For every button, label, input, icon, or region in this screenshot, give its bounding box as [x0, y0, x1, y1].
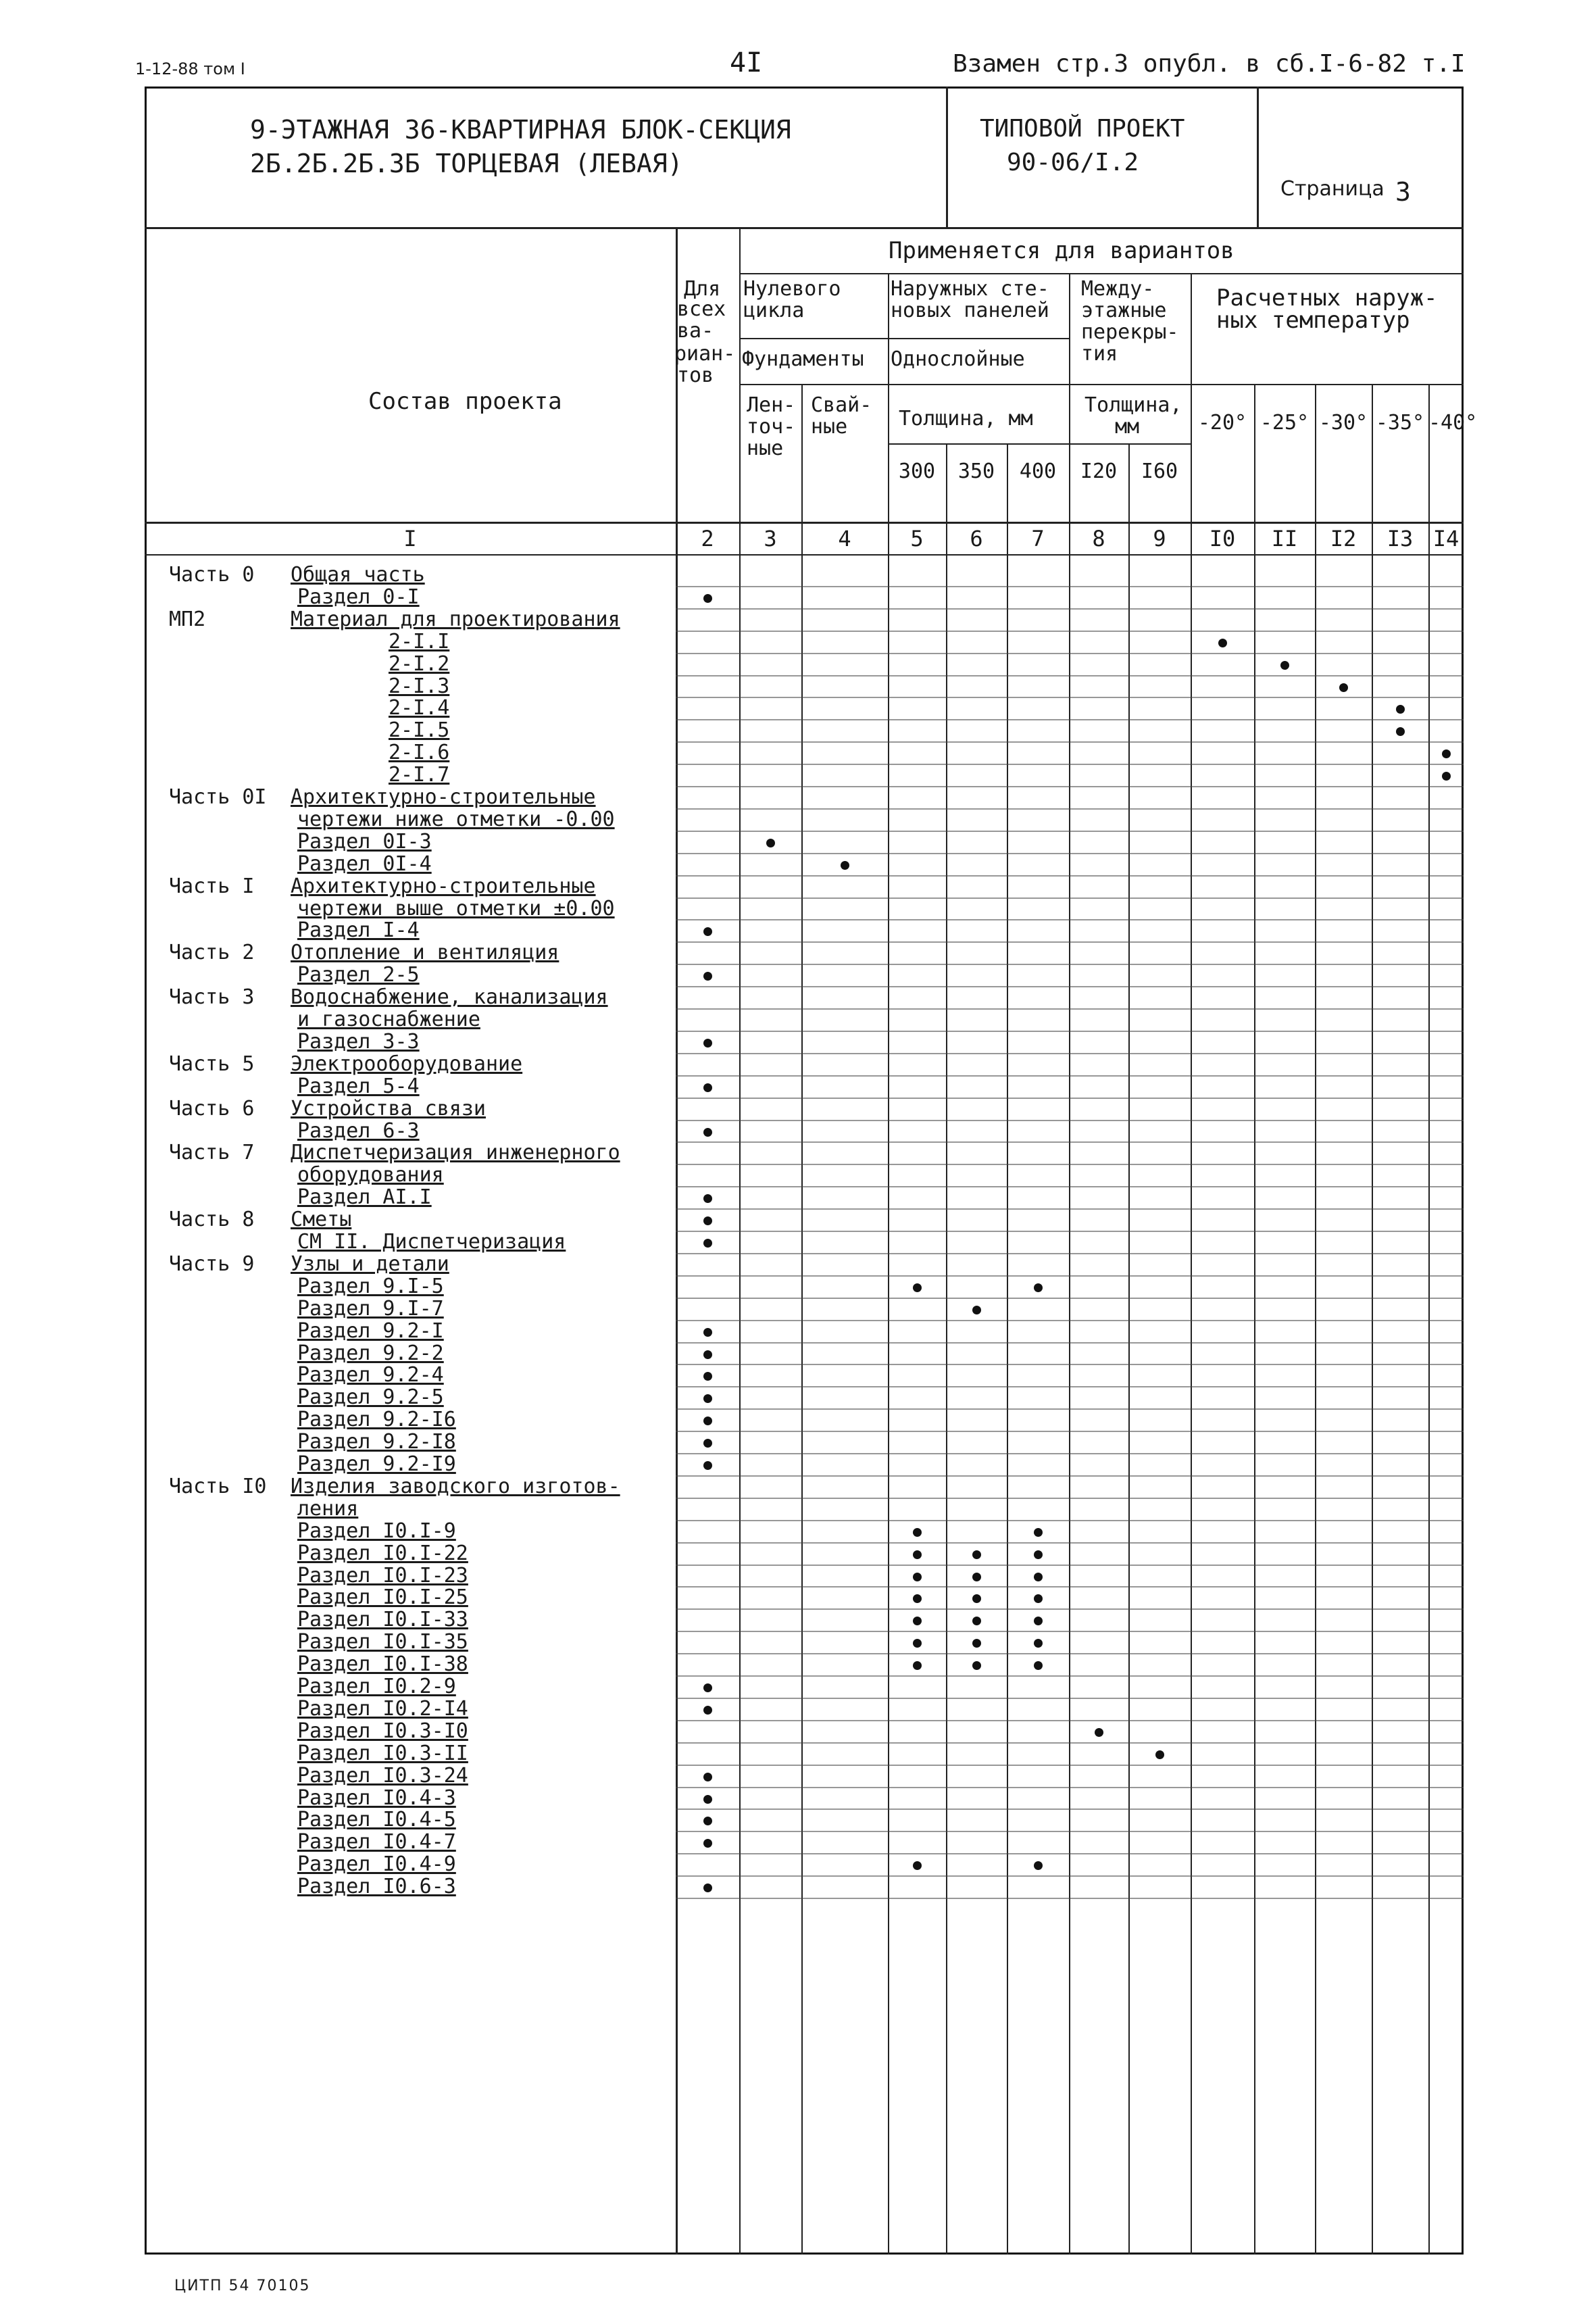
row-rule	[676, 1498, 1464, 1499]
grid-line	[888, 273, 889, 2255]
part-label: Часть 9	[169, 1252, 255, 1276]
row-rule	[676, 1075, 1464, 1077]
floor-thickness-I20: I20	[1080, 460, 1118, 483]
grid-line	[1191, 273, 1192, 2255]
table-row-text: Отопление и вентиляция	[291, 941, 559, 965]
applicability-dot	[703, 1216, 712, 1225]
applicability-dot	[1095, 1728, 1103, 1737]
header-all-variants-2: всех	[677, 297, 726, 321]
wall-thickness-350: 350	[957, 460, 995, 483]
table-row-text: Общая часть	[291, 563, 425, 587]
row-rule	[676, 1675, 1464, 1677]
row-rule	[676, 1008, 1464, 1010]
header-single-layer: Однослойные	[891, 347, 1025, 371]
row-rule	[676, 697, 1464, 698]
header-outer-panels-1: Наружных сте-	[891, 277, 1049, 301]
applicability-dot	[703, 1461, 712, 1470]
column-number: I	[403, 526, 417, 551]
applicability-dot	[703, 1706, 712, 1715]
grid-line	[145, 554, 1464, 556]
column-number: 5	[910, 526, 924, 551]
table-row-text: Раздел I0.2-I4	[297, 1696, 468, 1721]
table-row-text: Раздел I0.I-22	[297, 1541, 468, 1565]
row-rule	[676, 853, 1464, 854]
row-rule	[676, 1053, 1464, 1054]
table-row-text: Архитектурно-строительные	[291, 785, 596, 809]
row-rule	[676, 875, 1464, 877]
table-row-text: 2-I.7	[389, 763, 450, 787]
row-rule	[676, 1253, 1464, 1254]
applicability-dot	[1155, 1750, 1164, 1759]
table-row-text: Раздел 9.2-I8	[297, 1430, 456, 1454]
row-rule	[676, 1831, 1464, 1832]
applicability-dot	[703, 1439, 712, 1448]
row-rule	[676, 1586, 1464, 1587]
wall-thickness-400: 400	[1019, 460, 1057, 483]
column-number: 4	[838, 526, 851, 551]
table-row-text: Раздел I0.3-24	[297, 1763, 468, 1788]
applicability-dot	[1034, 1661, 1043, 1670]
table-row-text: Раздел 5-4	[297, 1074, 420, 1098]
row-rule	[676, 1765, 1464, 1766]
page-value: 3	[1395, 177, 1411, 207]
wall-thickness-300: 300	[898, 460, 936, 483]
table-row-text: 2-I.I	[389, 629, 450, 654]
row-rule	[676, 964, 1464, 965]
title-line-1: 9-ЭТАЖНАЯ 36-КВАРТИРНАЯ БЛОК-СЕКЦИЯ	[250, 115, 791, 145]
applicability-dot	[972, 1306, 981, 1314]
table-row-text: Раздел 9.2-4	[297, 1363, 444, 1387]
applicability-dot	[841, 861, 849, 870]
row-rule	[676, 1875, 1464, 1877]
table-row-text: Раздел 9.2-I9	[297, 1452, 456, 1476]
part-label: Часть 8	[169, 1208, 255, 1232]
header-thickness-mm: Толщина, мм	[899, 407, 1033, 430]
table-row-text: Раздел 0I-3	[297, 829, 432, 854]
table-row-text: Раздел АI.I	[297, 1185, 432, 1210]
table-row-text: Раздел 9.I-7	[297, 1296, 444, 1321]
header-floor-thickness-1: Толщина,	[1084, 393, 1182, 417]
table-row-text: Раздел 9.I-5	[297, 1274, 444, 1298]
row-rule	[676, 1853, 1464, 1854]
applicability-dot	[703, 594, 712, 603]
grid-line	[739, 338, 888, 339]
applicability-dot	[703, 1239, 712, 1248]
row-rule	[676, 986, 1464, 987]
applicability-dot	[1034, 1573, 1043, 1581]
header-strip-1: Лен-	[747, 393, 796, 417]
applicability-dot	[913, 1573, 922, 1581]
table-row-text: Раздел 0I-4	[297, 852, 432, 876]
floor-thickness-I60: I60	[1141, 460, 1178, 483]
table-row-text: Узлы и детали	[291, 1252, 449, 1276]
row-rule	[676, 1186, 1464, 1187]
row-rule	[676, 1431, 1464, 1432]
column-number: 3	[764, 526, 777, 551]
row-rule	[676, 608, 1464, 610]
part-label: Часть I0	[169, 1474, 267, 1498]
table-row-text: Раздел I-4	[297, 918, 420, 943]
footer-stamp: ЦИТП 54 70105	[174, 2278, 311, 2294]
row-rule	[676, 919, 1464, 920]
replacement-note: Взамен стр.3 опубл. в сб.I-6-82 т.I	[953, 50, 1466, 78]
table-row-text: Раздел I0.I-33	[297, 1608, 468, 1632]
applicability-dot	[972, 1573, 981, 1581]
row-rule	[676, 1120, 1464, 1121]
row-rule	[676, 831, 1464, 832]
document-code: 1-12-88 том I	[135, 59, 245, 78]
row-rule	[676, 1141, 1464, 1143]
table-row-text: и газоснабжение	[297, 1008, 480, 1031]
applicability-dot	[1339, 683, 1348, 692]
table-row-text: Архитектурно-строительные	[291, 874, 596, 898]
applicability-dot	[766, 839, 775, 847]
header-floor-thickness-2: мм	[1115, 415, 1140, 439]
grid-line	[145, 522, 1464, 524]
row-rule	[676, 1742, 1464, 1744]
table-row-text: Диспетчеризация инженерного	[291, 1141, 620, 1165]
applicability-dot	[1442, 772, 1451, 781]
row-rule	[676, 1542, 1464, 1544]
column-number: I0	[1209, 526, 1236, 551]
row-rule	[676, 808, 1464, 810]
table-row-text: Устройства связи	[291, 1096, 486, 1121]
column-number: I3	[1387, 526, 1414, 551]
column-number: 9	[1153, 526, 1166, 551]
part-label: Часть 3	[169, 985, 255, 1010]
row-rule	[676, 764, 1464, 765]
table-row-text: Раздел I0.4-7	[297, 1830, 456, 1854]
applicability-dot	[1034, 1528, 1043, 1537]
table-row-text: Раздел 3-3	[297, 1029, 420, 1054]
applicability-dot	[972, 1661, 981, 1670]
project-label: ТИПОВОЙ ПРОЕКТ	[980, 115, 1185, 143]
table-row-text: чертежи выше отметки ±0.00	[297, 896, 615, 920]
table-row-text: Раздел 6-3	[297, 1118, 420, 1143]
applicability-dot	[703, 1350, 712, 1359]
row-rule	[676, 1475, 1464, 1477]
table-row-text: Раздел I0.I-9	[297, 1519, 456, 1543]
column-number: I2	[1330, 526, 1357, 551]
row-rule	[676, 1342, 1464, 1344]
table-row-text: Раздел 9.2-5	[297, 1385, 444, 1410]
row-rule	[676, 1364, 1464, 1365]
header-strip-3: ные	[747, 437, 784, 460]
row-rule	[676, 1098, 1464, 1099]
table-row-text: Раздел 9.2-I6	[297, 1408, 456, 1432]
table-row-text: Раздел I0.4-9	[297, 1852, 456, 1877]
row-rule	[676, 1720, 1464, 1721]
table-row-text: Раздел 9.2-2	[297, 1341, 444, 1365]
temp-header: -40°	[1428, 411, 1478, 435]
row-rule	[676, 941, 1464, 943]
header-all-variants-5: тов	[677, 364, 714, 387]
row-rule	[676, 1698, 1464, 1699]
applicability-dot	[913, 1528, 922, 1537]
table-row-text: Раздел I0.3-I0	[297, 1719, 468, 1743]
row-rule	[676, 741, 1464, 743]
project-number: 90-06/I.2	[1007, 149, 1139, 176]
temp-header: -35°	[1375, 411, 1425, 435]
table-row-text: чертежи ниже отметки -0.00	[297, 807, 615, 831]
page-number: 4I	[730, 47, 763, 78]
title-line-2: 2Б.2Б.2Б.3Б ТОРЦЕВАЯ (ЛЕВАЯ)	[250, 149, 683, 178]
part-label: Часть 7	[169, 1141, 255, 1165]
header-pile-2: ные	[811, 415, 848, 439]
row-rule	[676, 897, 1464, 899]
row-rule	[676, 1631, 1464, 1632]
header-temps-1: Расчетных наруж-	[1216, 285, 1438, 312]
table-row-text: 2-I.5	[389, 718, 450, 743]
row-rule	[676, 1408, 1464, 1410]
applicability-dot	[913, 1661, 922, 1670]
header-temps-2: ных температур	[1216, 307, 1410, 334]
row-rule	[676, 1298, 1464, 1299]
table-row-text: Раздел I0.4-5	[297, 1808, 456, 1832]
header-zero-cycle-2: цикла	[743, 299, 805, 322]
row-rule	[676, 1653, 1464, 1654]
applicability-dot	[703, 1039, 712, 1048]
header-zero-cycle-1: Нулевого	[743, 277, 841, 301]
header-pile-1: Свай-	[811, 393, 872, 417]
table-row-text: Раздел I0.I-25	[297, 1585, 468, 1610]
grid-line	[739, 273, 1464, 274]
table-row-text: 2-I.2	[389, 651, 450, 676]
row-rule	[676, 1231, 1464, 1232]
applicability-dot	[1034, 1550, 1043, 1559]
part-label: Часть 2	[169, 941, 255, 965]
row-rule	[676, 675, 1464, 676]
table-row-text: 2-I.6	[389, 741, 450, 765]
row-rule	[676, 1787, 1464, 1788]
part-label: Часть 5	[169, 1052, 255, 1076]
column-number: 8	[1092, 526, 1105, 551]
table-row-text: Раздел I0.4-3	[297, 1786, 456, 1810]
temp-header: -30°	[1318, 411, 1368, 435]
table-row-text: Материал для проектирования	[291, 607, 620, 631]
part-label: Часть 6	[169, 1096, 255, 1121]
row-rule	[676, 1320, 1464, 1321]
column-number: 2	[701, 526, 714, 551]
table-row-text: Раздел I0.I-35	[297, 1630, 468, 1654]
applicability-dot	[703, 1884, 712, 1892]
part-label: Часть 0I	[169, 785, 267, 809]
header-floors-4: тия	[1081, 342, 1118, 366]
header-applied-for: Применяется для вариантов	[889, 237, 1235, 264]
grid-line	[739, 384, 1464, 385]
table-row-text: Раздел 0-I	[297, 585, 420, 609]
applicability-dot	[1034, 1283, 1043, 1292]
table-row-text: Изделия заводского изготов-	[291, 1474, 620, 1498]
temp-header: -20°	[1197, 411, 1247, 435]
table-row-text: оборудования	[297, 1163, 444, 1187]
grid-line	[1128, 443, 1130, 2255]
row-rule	[676, 1208, 1464, 1210]
applicability-dot	[703, 1328, 712, 1337]
header-foundations: Фундаменты	[742, 347, 864, 371]
applicability-dot	[913, 1550, 922, 1559]
row-rule	[676, 1453, 1464, 1454]
header-floors-1: Между-	[1081, 277, 1155, 301]
column-number: I4	[1432, 526, 1460, 551]
header-composition: Состав проекта	[368, 388, 562, 415]
table-row-text: 2-I.4	[389, 696, 450, 720]
part-label: Часть 0	[169, 563, 255, 587]
column-number: 7	[1031, 526, 1045, 551]
row-rule	[676, 719, 1464, 720]
table-row-text: Раздел 9.2-I	[297, 1319, 444, 1343]
header-all-variants-1: Для	[684, 277, 721, 301]
row-rule	[676, 653, 1464, 654]
row-rule	[676, 1164, 1464, 1165]
part-label: Часть I	[169, 874, 255, 898]
column-number: II	[1271, 526, 1298, 551]
table-row-text: Электрооборудование	[291, 1052, 523, 1076]
column-number: 6	[970, 526, 983, 551]
table-row-text: Раздел I0.6-3	[297, 1875, 456, 1899]
header-all-variants-4: риан-	[674, 342, 736, 366]
applicability-dot	[703, 1683, 712, 1692]
row-rule	[676, 586, 1464, 587]
applicability-dot	[913, 1283, 922, 1292]
table-row-text: 2-I.3	[389, 674, 450, 698]
header-all-variants-3: ва-	[677, 319, 714, 343]
table-row-text: Раздел I0.I-38	[297, 1652, 468, 1677]
page-label: Страница	[1280, 177, 1385, 201]
applicability-dot	[972, 1550, 981, 1559]
table-row-text: Сметы	[291, 1208, 352, 1232]
applicability-dot	[703, 1128, 712, 1137]
table-row-text: СМ II. Диспетчеризация	[297, 1230, 566, 1254]
applicability-dot	[703, 1773, 712, 1781]
applicability-dot	[703, 1083, 712, 1092]
row-rule	[676, 1386, 1464, 1387]
row-rule	[676, 1275, 1464, 1277]
applicability-dot	[1218, 639, 1227, 647]
table-row-text: Раздел I0.I-23	[297, 1563, 468, 1587]
part-label: МП2	[169, 607, 206, 631]
grid-line	[1069, 273, 1070, 2255]
table-row-text: Раздел 2-5	[297, 963, 420, 987]
applicability-dot	[703, 1795, 712, 1804]
grid-line	[946, 443, 947, 2255]
row-rule	[676, 786, 1464, 787]
row-rule	[676, 1808, 1464, 1810]
temp-header: -25°	[1260, 411, 1310, 435]
row-rule	[676, 1608, 1464, 1610]
header-floors-3: перекры-	[1081, 320, 1179, 344]
table-row-text: Раздел I0.3-II	[297, 1741, 468, 1765]
row-rule	[676, 1898, 1464, 1899]
header-outer-panels-2: новых панелей	[891, 299, 1049, 322]
grid-line	[1007, 443, 1008, 2255]
grid-line	[888, 443, 1191, 445]
row-rule	[676, 1031, 1464, 1032]
header-strip-2: точ-	[747, 415, 796, 439]
row-rule	[676, 1565, 1464, 1566]
row-rule	[676, 631, 1464, 632]
row-rule	[676, 1520, 1464, 1521]
grid-line	[888, 338, 1069, 339]
header-floors-2: этажные	[1081, 299, 1167, 322]
table-row-text: Водоснабжение, канализация	[291, 985, 608, 1010]
table-row-text: ления	[297, 1496, 359, 1521]
table-row-text: Раздел I0.2-9	[297, 1675, 456, 1698]
applicability-dot	[1280, 661, 1289, 670]
